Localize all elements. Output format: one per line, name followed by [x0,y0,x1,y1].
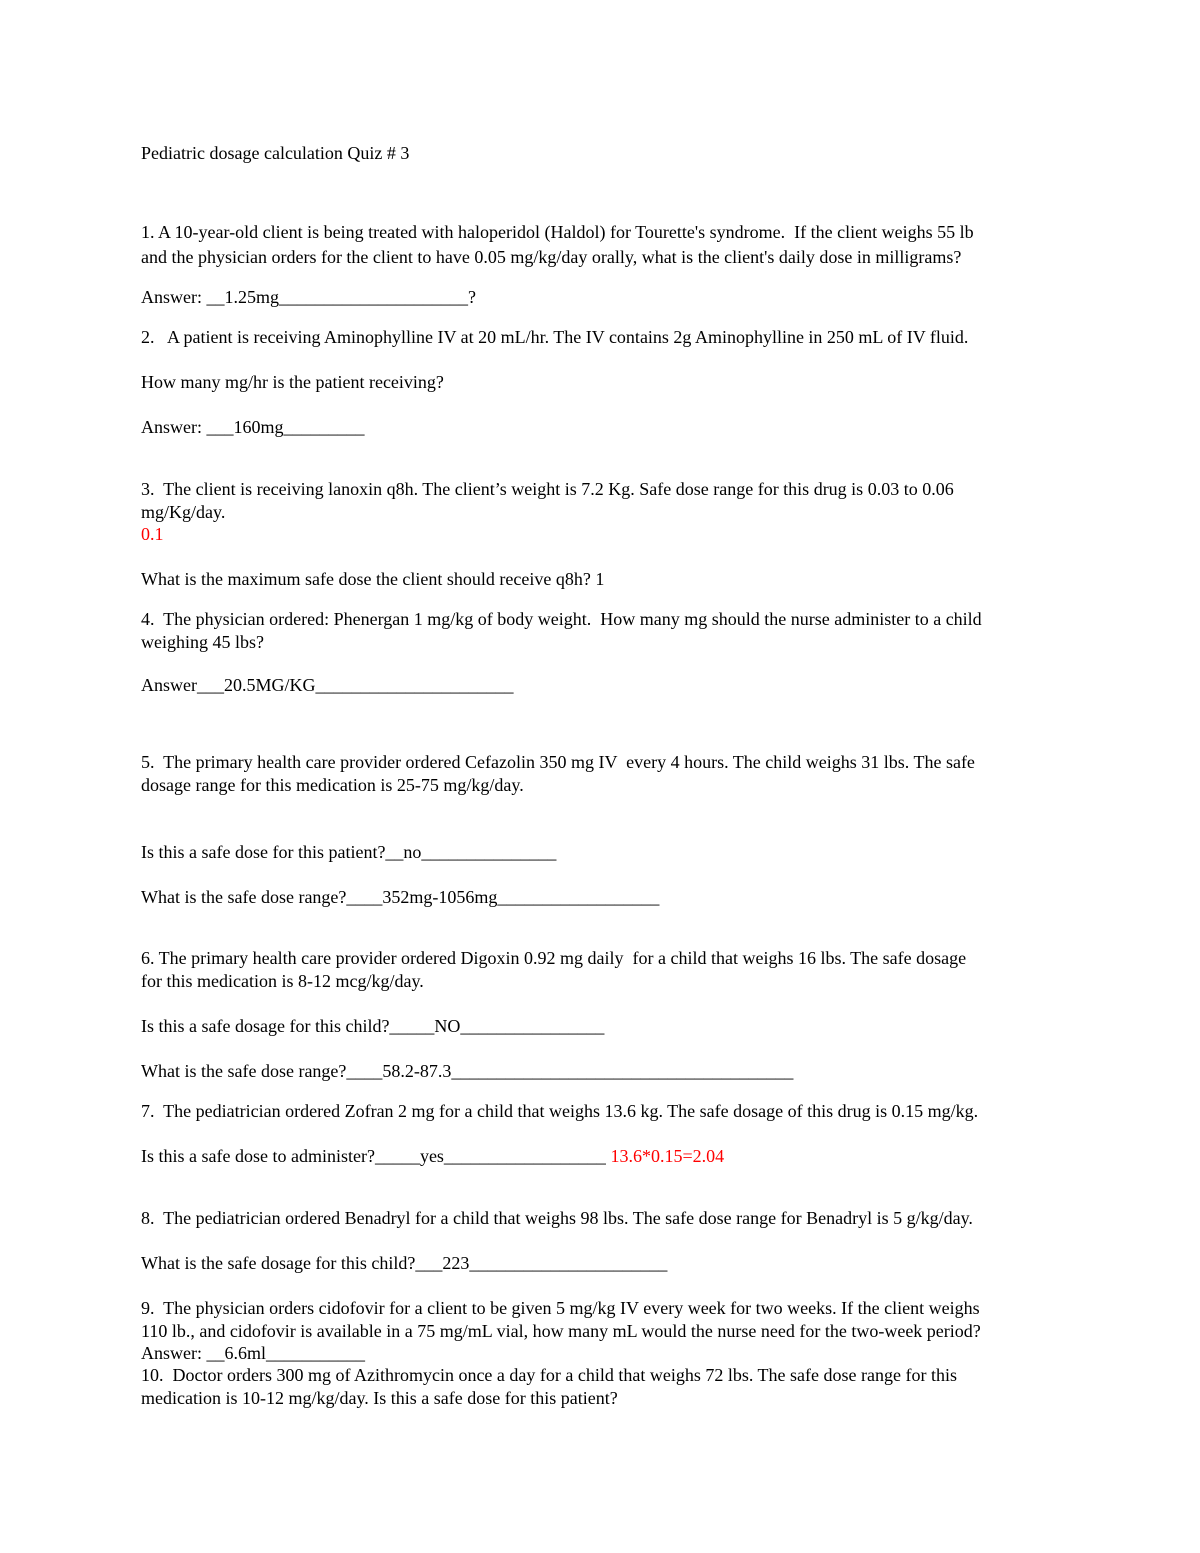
q8-answer: What is the safe dosage for this child?___223______________________ [141,1253,668,1273]
q3-handwritten-note: 0.1 [141,524,164,544]
q6-range-question: What is the safe dose range?____58.2-87.3______________________________________ [141,1061,794,1081]
q5-text-line-2: dosage range for this medication is 25-75 mg/kg/day. [141,775,524,795]
q7-text-line-1: 7. The pediatrician ordered Zofran 2 mg for a child that weighs 13.6 kg. The safe dosage of this drug is 0.15 mg/kg. [141,1101,979,1121]
q7-handwritten-note: 13.6*0.15=2.04 [610,1146,725,1166]
q2-text-line-1: 2. A patient is receiving Aminophylline IV at 20 mL/hr. The IV contains 2g Aminophylline in 250 mL of IV fluid. [141,327,969,347]
q5-safe-question: Is this a safe dose for this patient?__no_______________ [141,842,557,862]
q6-text-line-1: 6. The primary health care provider ordered Digoxin 0.92 mg daily for a child that weighs 16 lbs. The safe dosage [141,948,967,968]
q3-text-line-1: 3. The client is receiving lanoxin q8h. The client’s weight is 7.2 Kg. Safe dose range for this drug is 0.03 to 0.06 [141,479,954,499]
q4-text-line-1: 4. The physician ordered: Phenergan 1 mg/kg of body weight. How many mg should the nurse administer to a child [141,609,982,629]
q9-text-line-1: 9. The physician orders cidofovir for a client to be given 5 mg/kg IV every week for two weeks. If the client weighs [141,1298,980,1318]
q4-text-line-2: weighing 45 lbs? [141,632,264,652]
q1-text-line-2: and the physician orders for the client to have 0.05 mg/kg/day orally, what is the client's daily dose in milligrams? [141,247,962,267]
q5-text-line-1: 5. The primary health care provider ordered Cefazolin 350 mg IV every 4 hours. The child weighs 31 lbs. The safe [141,752,975,772]
q2-text-line-2: How many mg/hr is the patient receiving? [141,372,444,392]
q5-range-question: What is the safe dose range?____352mg-1056mg__________________ [141,887,660,907]
q8-text-line-1: 8. The pediatrician ordered Benadryl for a child that weighs 98 lbs. The safe dose range for Benadryl is 5 g/kg/day. [141,1208,973,1228]
q2-answer: Answer: ___160mg_________ [141,417,365,437]
q9-answer: Answer: __6.6ml___________ [141,1343,365,1363]
q1-text-line-1: 1. A 10-year-old client is being treated with haloperidol (Haldol) for Tourette's syndrome. If the client weighs 55 lb [141,222,974,242]
q3-text-line-3: What is the maximum safe dose the client should receive q8h? 1 [141,569,605,589]
quiz-title: Pediatric dosage calculation Quiz # 3 [141,143,410,163]
q6-safe-question: Is this a safe dosage for this child?_____NO________________ [141,1016,605,1036]
q1-answer: Answer: __1.25mg_____________________? [141,287,476,307]
q3-text-line-2: mg/Kg/day. [141,502,226,522]
q4-answer: Answer___20.5MG/KG______________________ [141,675,514,695]
q7-answer-text: Is this a safe dose to administer?_____yes__________________ [141,1146,606,1166]
q7-answer [141,1145,724,1167]
q6-text-line-2: for this medication is 8-12 mcg/kg/day. [141,971,424,991]
q10-text-line-1: 10. Doctor orders 300 mg of Azithromycin once a day for a child that weighs 72 lbs. The safe dose range for this [141,1365,957,1385]
q9-text-line-2: 110 lb., and cidofovir is available in a 75 mg/mL vial, how many mL would the nurse need for the two-week period? [141,1321,981,1341]
q10-text-line-2: medication is 10-12 mg/kg/day. Is this a safe dose for this patient? [141,1388,618,1408]
